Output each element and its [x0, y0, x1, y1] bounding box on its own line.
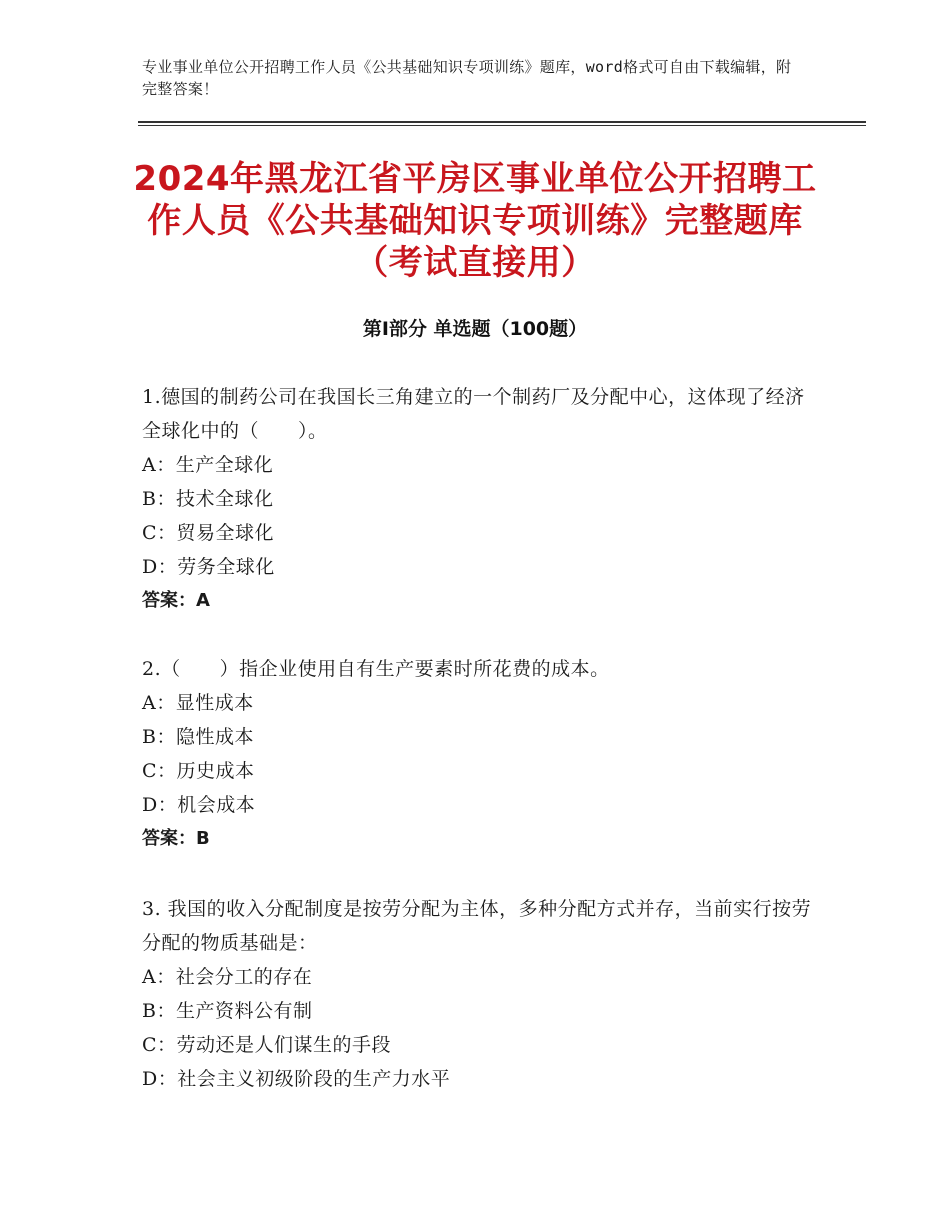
header-divider-thick [138, 121, 866, 123]
option-d: D：机会成本 [142, 794, 256, 816]
question-2 [142, 652, 822, 856]
option-d: D：劳务全球化 [142, 556, 275, 578]
question-text: 2.（ ）指企业使用自有生产要素时所花费的成本。 [142, 658, 610, 680]
option-b: B：隐性成本 [142, 726, 254, 748]
option-a: A：社会分工的存在 [142, 966, 313, 988]
question-text: 1.德国的制药公司在我国长三角建立的一个制药厂及分配中心，这体现了经济全球化中的（ ）。 [142, 386, 805, 442]
option-c: C：劳动还是人们谋生的手段 [142, 1034, 392, 1056]
question-1 [142, 380, 822, 618]
option-c: C：历史成本 [142, 760, 255, 782]
header-divider-thin [138, 125, 866, 126]
answer: 答案：B [142, 828, 210, 849]
option-d: D：社会主义初级阶段的生产力水平 [142, 1068, 451, 1090]
answer: 答案：A [142, 590, 210, 611]
option-a: A：生产全球化 [142, 454, 274, 476]
section-heading: 第Ⅰ部分 单选题（100题） [362, 318, 588, 340]
option-c: C：贸易全球化 [142, 522, 275, 544]
document-title: 2024年黑龙江省平房区事业单位公开招聘工作人员《公共基础知识专项训练》完整题库（考试直接用） [133, 159, 817, 283]
header-note: 专业事业单位公开招聘工作人员《公共基础知识专项训练》题库，word格式可自由下载编辑，附完整答案！ [142, 58, 792, 98]
question-3 [142, 892, 822, 1096]
option-b: B：技术全球化 [142, 488, 274, 510]
option-b: B：生产资料公有制 [142, 1000, 313, 1022]
question-text: 3. 我国的收入分配制度是按劳分配为主体，多种分配方式并存，当前实行按劳分配的物质基础是： [142, 898, 812, 954]
option-a: A：显性成本 [142, 692, 254, 714]
